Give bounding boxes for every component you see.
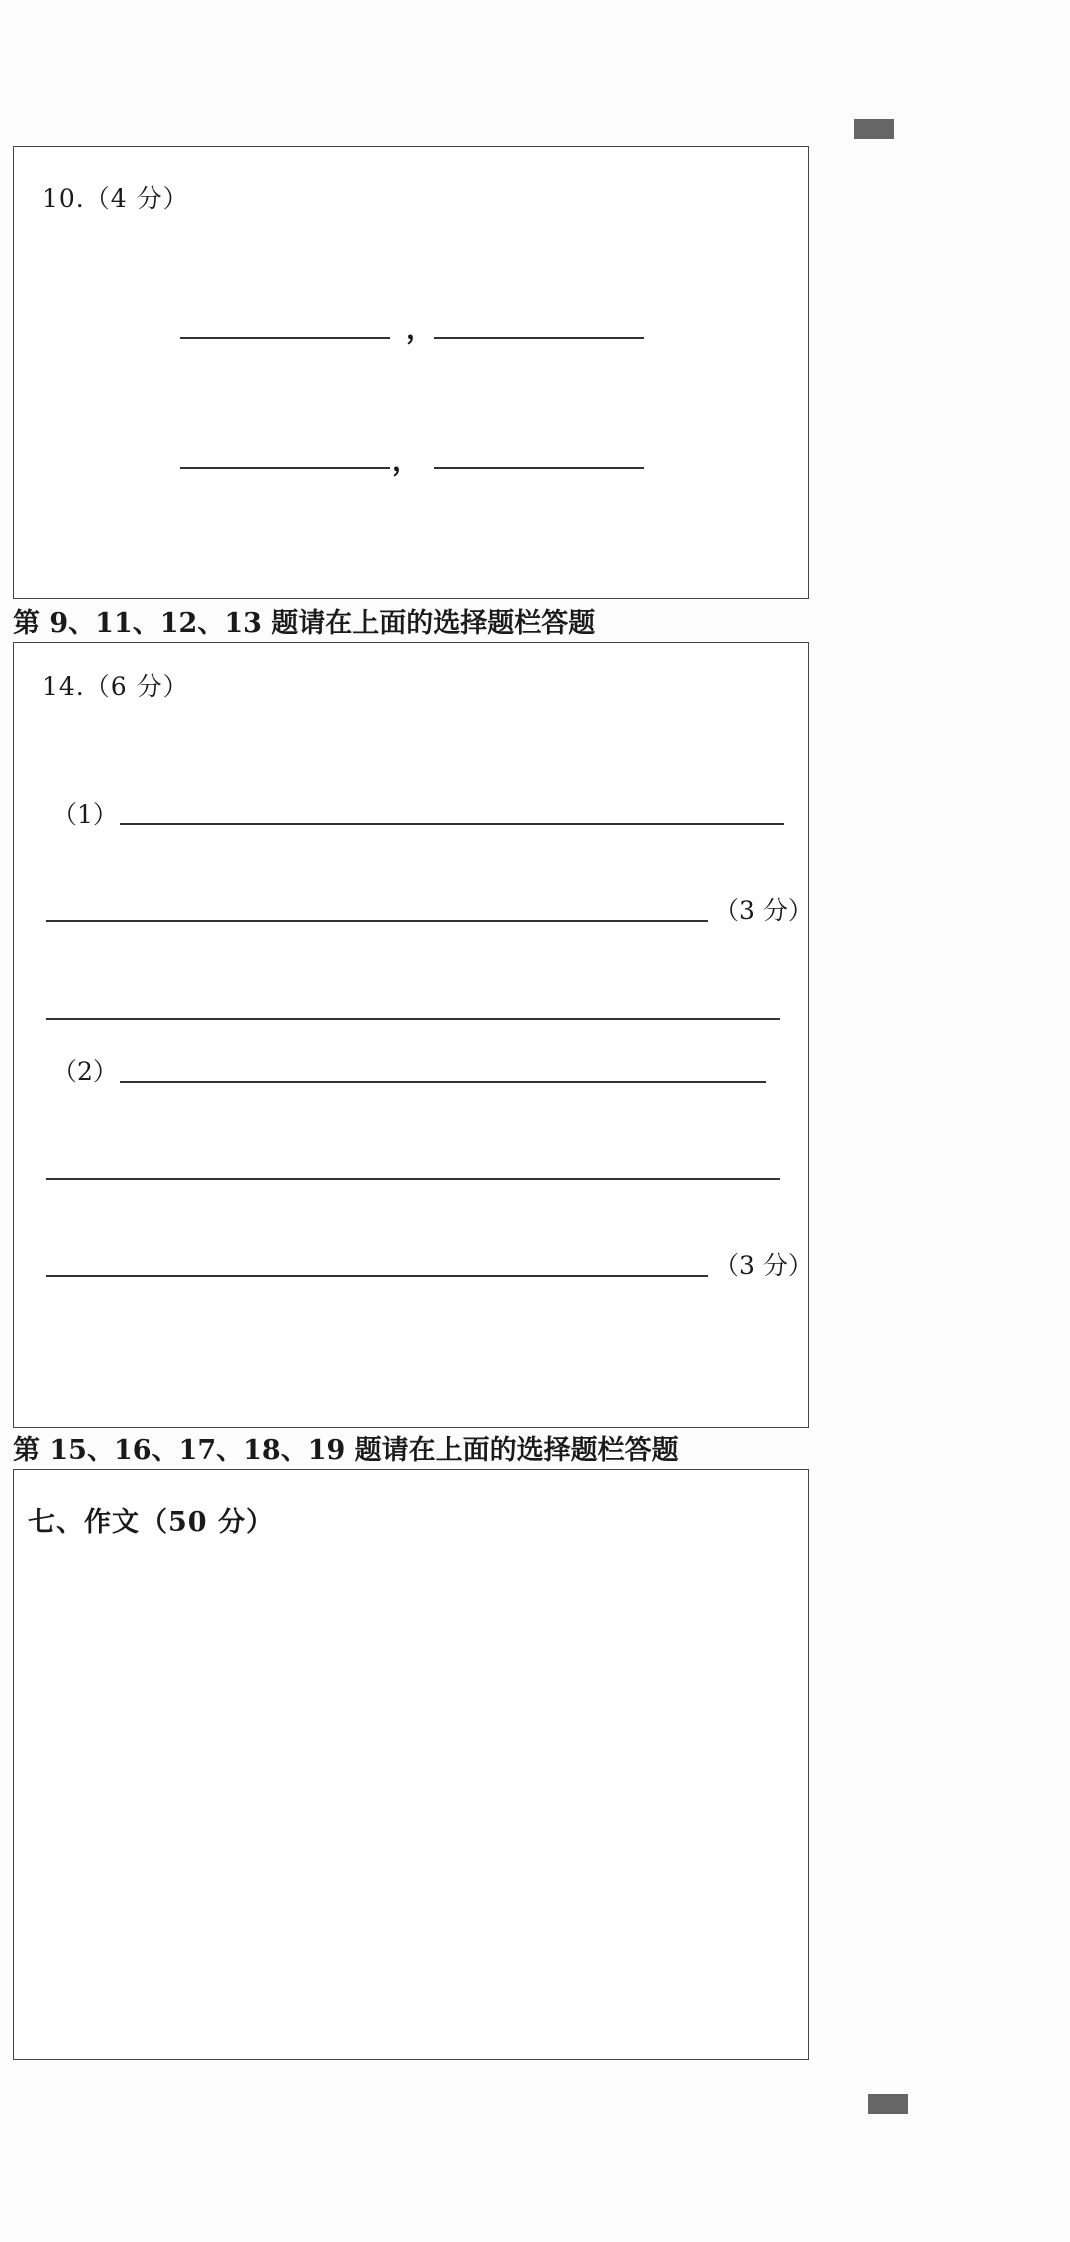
instruction-note-2: 第 15、16、17、18、19 题请在上面的选择题栏答题 — [13, 1435, 679, 1466]
alignment-marker-top — [854, 119, 894, 139]
composition-box[interactable] — [13, 1469, 809, 2060]
question-14-box — [13, 642, 813, 1428]
answer-line-1[interactable] — [120, 823, 784, 825]
part-2-label: （2） — [52, 1057, 118, 1086]
score-note-1: （3 分） — [714, 896, 813, 925]
alignment-marker-bottom — [868, 2094, 908, 2114]
answer-line-5[interactable] — [46, 1178, 780, 1180]
answer-line-4[interactable] — [120, 1081, 766, 1083]
score-note-2: （3 分） — [714, 1251, 813, 1280]
answer-line-3[interactable] — [46, 1018, 780, 1020]
answer-blank-4[interactable] — [434, 467, 644, 469]
separator-comma-1: ， — [406, 312, 435, 345]
separator-comma-2: ， — [392, 444, 421, 477]
answer-blank-1[interactable] — [180, 337, 390, 339]
instruction-note-1: 第 9、11、12、13 题请在上面的选择题栏答题 — [13, 608, 596, 639]
answer-line-6[interactable] — [46, 1275, 708, 1277]
answer-blank-2[interactable] — [434, 337, 644, 339]
question-10-title: 10.（4 分） — [42, 184, 189, 213]
answer-blank-3[interactable] — [180, 467, 390, 469]
composition-title: 七、作文（50 分） — [28, 1507, 274, 1538]
question-14-title: 14.（6 分） — [42, 672, 189, 701]
answer-line-2[interactable] — [46, 920, 708, 922]
part-1-label: （1） — [52, 800, 118, 829]
question-10-box — [13, 146, 809, 599]
